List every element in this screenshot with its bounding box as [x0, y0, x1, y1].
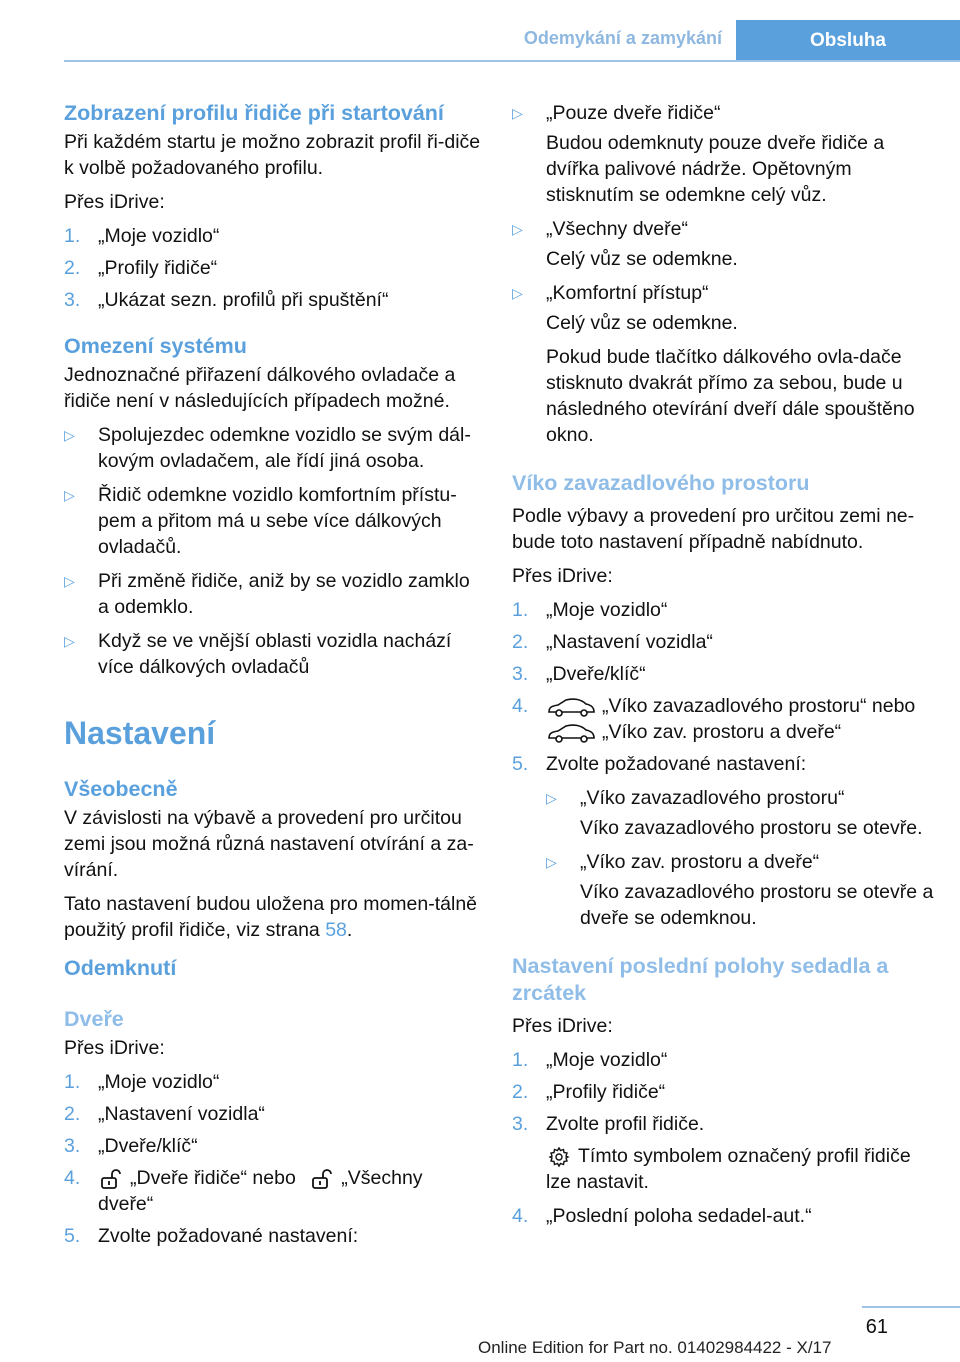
heading-settings: Nastavení: [64, 715, 216, 751]
seat-note: Tímto symbolem označený profil řidiče lze nastavit.: [546, 1145, 911, 1193]
paragraph-trunk: Podle výbavy a provedení pro určitou zemi ne-bude toto nastavení případně nabídnuto.: [512, 505, 915, 553]
heading-system-limits: Omezení systému: [64, 334, 247, 358]
sub-options: [546, 785, 937, 931]
bullet-description: Celý vůz se odemkne.: [546, 312, 738, 334]
list-item: 3. „Ukázat sezn. profilů při spuštění“: [64, 289, 389, 311]
list-item: 2. „Nastavení vozidla“: [512, 631, 713, 653]
heading-general: Všeobecně: [64, 777, 178, 801]
list-item: 1. „Moje vozidlo“: [64, 1071, 220, 1093]
triangle-bullet-icon: ▷: [546, 854, 557, 870]
paragraph-limits: Jednoznačné přiřazení dálkového ovladače a řidiče není v následujících případech možné.: [64, 364, 456, 412]
triangle-bullet-icon: ▷: [512, 105, 523, 121]
list-item: 3. „Dveře/klíč“: [512, 663, 646, 685]
paragraph-saved: Tato nastavení budou uložena pro momen-tálně použitý profil řidiče, viz strana 58.: [64, 893, 478, 941]
page-reference-link[interactable]: 58: [325, 919, 347, 941]
list-item: 1. „Moje vozidlo“: [512, 1049, 668, 1071]
bullet-description: Víko zavazadlového prostoru se otevře.: [580, 817, 923, 839]
list-item: ▷ „Komfortní přístup“: [512, 282, 709, 304]
triangle-bullet-icon: ▷: [64, 487, 75, 503]
gear-icon: [548, 1146, 570, 1168]
list-item: ▷ „Víko zavazadlového prostoru“: [546, 787, 845, 809]
triangle-bullet-icon: ▷: [546, 790, 557, 806]
header-chapter-tab: Obsluha: [736, 20, 960, 62]
list-item: ▷ Když se ve vnější oblasti vozidla nachází více dálkových ovladačů: [64, 630, 452, 678]
bullet-description: Celý vůz se odemkne.: [546, 248, 738, 270]
triangle-bullet-icon: ▷: [64, 573, 75, 589]
list-item: 4. „Poslední poloha sedadel-aut.“: [512, 1205, 812, 1227]
via-idrive: Přes iDrive:: [64, 1037, 165, 1059]
triangle-bullet-icon: ▷: [64, 427, 75, 443]
list-item: 1. „Moje vozidlo“: [512, 599, 668, 621]
car-trunk-doors-icon: [546, 722, 596, 744]
footer-rule: [862, 1306, 960, 1308]
list-item: 2. „Profily řidiče“: [512, 1081, 666, 1103]
header-rule: [64, 60, 960, 62]
list-item: 1. „Moje vozidlo“: [64, 225, 220, 247]
right-column: [512, 100, 937, 1237]
list-item: ▷ Řidič odemkne vozidlo komfortním přístu-pem a přitom má u sebe více dálkových ovladačů.: [64, 484, 457, 558]
left-column: [64, 100, 482, 1257]
via-idrive: Přes iDrive:: [512, 1015, 613, 1037]
list-item: 5. Zvolte požadované nastavení:: [64, 1225, 359, 1247]
bullet-description: Budou odemknuty pouze dveře řidiče a dvířka palivové nádrže. Opětovným stisknutím se odemkne celý vůz.: [546, 132, 885, 206]
list-item: 5. Zvolte požadované nastavení:: [512, 753, 807, 775]
paragraph-general: V závislosti na výbavě a provedení pro určitou zemi jsou možná různá nastavení otvírání a za-vírání.: [64, 807, 474, 881]
unlock-icon: [98, 1168, 124, 1190]
steps-seat: [512, 1047, 937, 1229]
car-trunk-icon: [546, 696, 596, 718]
triangle-bullet-icon: ▷: [512, 285, 523, 301]
steps-profile: [64, 223, 482, 313]
list-item: 4. „Víko zavazadlového prostoru“ nebo „Víko zav. prostoru a dveře“: [512, 695, 916, 743]
triangle-bullet-icon: ▷: [512, 221, 523, 237]
header-section-title: Odemykání a zamykání: [523, 28, 722, 48]
heading-driver-profile: Zobrazení profilu řidiče při startování: [64, 101, 444, 125]
list-item: 3. Zvolte profil řidiče.: [512, 1113, 705, 1135]
via-idrive: Přes iDrive:: [512, 565, 613, 587]
steps-trunk: [512, 597, 937, 777]
list-item: 2. „Nastavení vozidla“: [64, 1103, 265, 1125]
footer-edition: Online Edition for Part no. 01402984422 - X/17: [478, 1338, 832, 1357]
via-idrive: Přes iDrive:: [64, 191, 165, 213]
list-item: 2. „Profily řidiče“: [64, 257, 218, 279]
unlock-icon: [309, 1168, 335, 1190]
heading-unlock: Odemknutí: [64, 956, 177, 980]
heading-doors: Dveře: [64, 1007, 124, 1031]
triangle-bullet-icon: ▷: [64, 633, 75, 649]
bullet-description: Pokud bude tlačítko dálkového ovla-dače stisknuto dvakrát přímo za sebou, bude u následného otevírání dveří dále spouštěno okno.: [546, 346, 915, 446]
list-item: ▷ Spolujezdec odemkne vozidlo se svým dál-kovým ovladačem, ale řídí jiná osoba.: [64, 424, 471, 472]
list-item: 4. „Dveře řidiče“ nebo „Všechny dveře“: [64, 1167, 423, 1215]
list-item: ▷ „Všechny dveře“: [512, 218, 688, 240]
page-number: 61: [865, 1316, 888, 1338]
bullet-description: Víko zavazadlového prostoru se otevře a dveře se odemknou.: [580, 881, 934, 929]
list-item: ▷ „Pouze dveře řidiče“: [512, 102, 721, 124]
paragraph-profile: Při každém startu je možno zobrazit profil ři-diče k volbě požadovaného profilu.: [64, 131, 481, 179]
heading-trunk-lid: Víko zavazadlového prostoru: [512, 471, 810, 495]
list-item: ▷ „Víko zav. prostoru a dveře“: [546, 851, 820, 873]
steps-doors: [64, 1069, 482, 1249]
heading-seat-mirror: Nastavení poslední polohy sedadla a zrcátek: [512, 954, 889, 1005]
list-item: 3. „Dveře/klíč“: [64, 1135, 198, 1157]
list-item: ▷ Při změně řidiče, aniž by se vozidlo zamklo a odemklo.: [64, 570, 470, 618]
